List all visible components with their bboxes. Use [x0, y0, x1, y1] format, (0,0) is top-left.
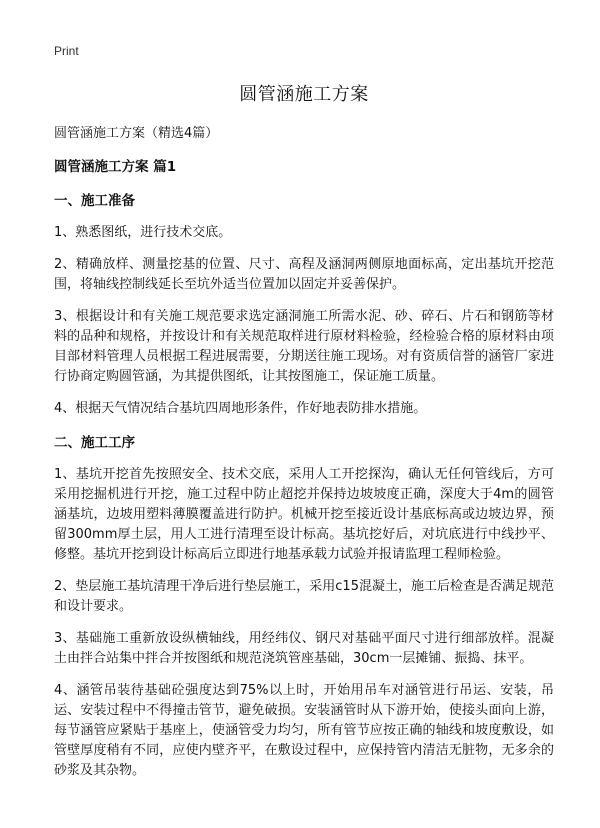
- part2-item-4: 4、涵管吊装待基础砼强度达到75%以上时，开始用吊车对涵管进行吊运、安装，吊运、安装过程中不得撞击管节，避免破损。安装涵管时从下游开始，使接头面向上游，每节涵管应紧贴于基座上，使涵管受力均匀，所有管节应按正确的轴线和坡度敷设，如管壁厚度稍有不同，应使内壁齐平，在敷设过程中，应保持管内清洁无脏物，无多余的砂浆及其杂物。: [54, 683, 554, 778]
- part2-heading: 二、施工工序: [54, 435, 135, 451]
- part2-item-2: 2、垫层施工基坑清理干净后进行垫层施工，采用c15混凝土，施工后检查是否满足规范和设计要求。: [54, 579, 554, 614]
- part1-heading: 一、施工准备: [54, 193, 135, 209]
- print-link[interactable]: Print: [54, 44, 79, 58]
- part1-item-3: 3、根据设计和有关施工规范要求选定涵洞施工所需水泥、砂、碎石、片石和钢筋等材料的品种和规格，并按设计和有关规范取样进行原材料检验，经检验合格的原材料由项目部材料管理人员根据工程进展需要，分期送往施工现场。对有资质信誉的涵管厂家进行协商定购圆管涵，为其提供图纸，让其按图施工，保证施工质量。: [54, 309, 554, 384]
- part2-item-1: 1、基坑开挖首先按照安全、技术交底，采用人工开挖探沟，确认无任何管线后，方可采用挖掘机进行开挖，施工过程中防止超挖并保持边坡坡度正确，深度大于4m的圆管涵基坑，边坡用塑料薄膜覆盖进行防护。机械开挖至接近设计基底标高或边坡边界，预留300mm厚土层，用人工进行清理至设计标高。基坑挖好后，对坑底进行中线抄平、修整。基坑开挖到设计标高后立即进行地基承载力试验并报请监理工程师检验。: [54, 467, 555, 562]
- page-title: 圆管涵施工方案: [239, 84, 369, 105]
- part2-item-3: 3、基础施工重新放设纵横轴线，用经纬仪、钢尺对基础平面尺寸进行细部放样。混凝土由拌合站集中拌合并按图纸和规范浇筑管座基础，30cm一层摊铺、振捣、抹平。: [54, 631, 554, 666]
- document-body: [54, 74, 554, 793]
- section-title: 圆管涵施工方案 篇1: [54, 159, 177, 175]
- part1-item-2: 2、精确放样、测量挖基的位置、尺寸、高程及涵洞两侧原地面标高，定出基坑开挖范围，将轴线控制线延长至坑外适当位置加以固定并妥善保护。: [54, 257, 554, 292]
- document-subtitle: 圆管涵施工方案（精选4篇）: [54, 126, 219, 141]
- part1-item-1: 1、熟悉图纸，进行技术交底。: [54, 225, 232, 240]
- part1-item-4: 4、根据天气情况结合基坑四周地形条件，作好地表防排水措施。: [54, 401, 427, 416]
